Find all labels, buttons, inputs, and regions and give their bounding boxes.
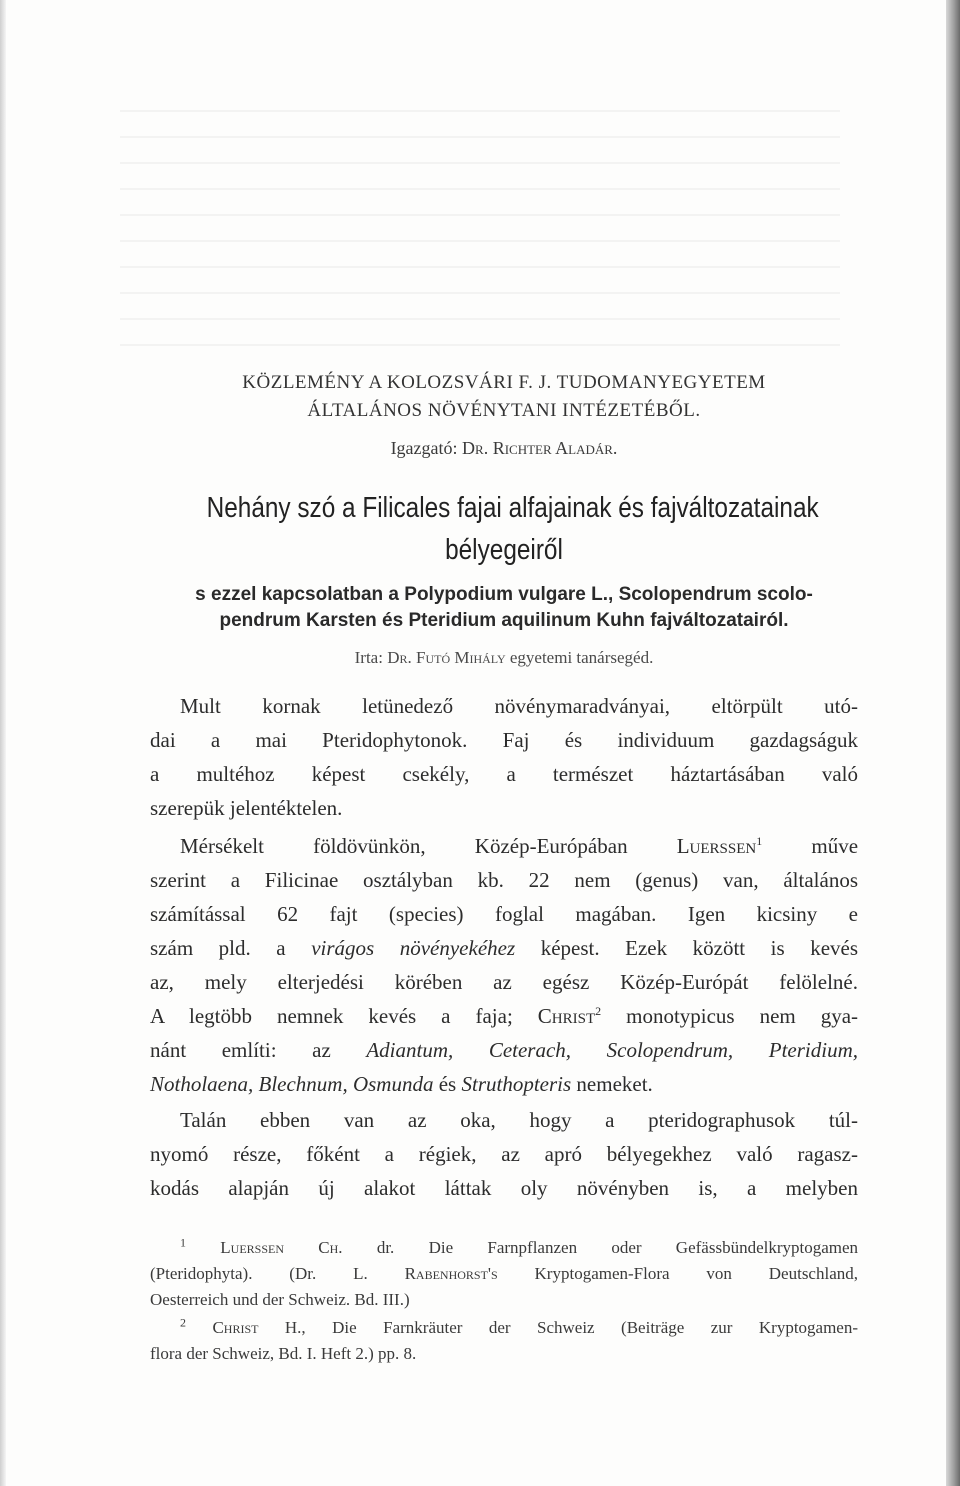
body-line: számítással 62 fajt (species) foglal magában. Igen kicsiny e	[150, 902, 858, 926]
text-run: és	[438, 1072, 457, 1096]
subtitle-line-1: s ezzel kapcsolatban a Polypodium vulgare L., Scolopendrum scolo-	[195, 584, 813, 605]
italic-text: virágos növényekéhez	[311, 936, 516, 960]
text-run: műve	[811, 834, 859, 858]
text-run: nánt említi: az	[150, 1038, 331, 1062]
cited-author: Luerssen Ch.	[220, 1238, 343, 1257]
text-run: nemeket.	[576, 1072, 653, 1096]
author-prefix: Irta:	[354, 648, 383, 667]
text-run: szám pld. a	[150, 936, 286, 960]
italic-genera: Struthopteris	[461, 1072, 572, 1096]
footnote-marker: 1	[180, 1235, 186, 1250]
cited-author: Rabenhorst's	[404, 1264, 498, 1283]
author-line	[150, 648, 858, 668]
bleed-through-shadow	[120, 110, 840, 370]
institution-line-2: ÁLTALÁNOS NÖVÉNYTANI INTÉZETÉBŐL.	[307, 400, 701, 421]
cited-author: Christ	[537, 1004, 596, 1028]
cited-author: Luerssen	[676, 834, 757, 858]
text-run: A legtöbb nemnek kevés a faja;	[150, 1004, 513, 1028]
footnote-2-line: flora der Schweiz, Bd. I. Heft 2.) pp. 8.	[150, 1344, 417, 1363]
footnote-1-line: Oesterreich und der Schweiz. Bd. III.)	[150, 1290, 410, 1309]
body-line: szerint a Filicinae osztályban kb. 22 nem (genus) van, általános	[150, 868, 858, 892]
page-right-edge	[946, 0, 960, 1486]
footnote-1-line	[180, 1235, 859, 1258]
author-role: egyetemi tanársegéd.	[509, 648, 654, 667]
text-run: Kryptogamen-Flora von Deutschland,	[534, 1264, 858, 1283]
director-prefix: Igazgató:	[390, 438, 458, 458]
body-line: Talán ebben van az oka, hogy a pteridographusok túl-	[180, 1108, 858, 1132]
body-line	[150, 1006, 858, 1027]
text-run: Mérsékelt földövünkön, Közép-Európában	[180, 834, 628, 858]
body-line	[150, 1074, 858, 1095]
article-title-line-2: bélyegeiről	[445, 534, 563, 566]
body-line: dai a mai Pteridophytonok. Faj és individuum gazdagságuk	[150, 728, 858, 752]
author-name: Dr. Futó Mihály	[387, 648, 506, 667]
text-run: monotypicus nem gya-	[626, 1004, 859, 1028]
text-run: (Pteridophyta). (Dr. L.	[150, 1264, 368, 1283]
director-name: Dr. Richter Aladár.	[462, 438, 618, 458]
body-line: az, mely elterjedési körében az egész Közép-Európát felölelné.	[150, 970, 858, 994]
body-line: szerepük jelentéktelen.	[150, 796, 343, 820]
footnote-2-line	[180, 1315, 859, 1338]
footnote-marker: 2	[595, 1004, 602, 1018]
footnote-marker: 2	[180, 1315, 186, 1330]
institution-line-1: KÖZLEMÉNY A KOLOZSVÁRI F. J. TUDOMANYEGYETEM	[242, 372, 766, 393]
body-line: Mult kornak letünedező növénymaradványai, eltörpült utó-	[180, 694, 858, 718]
page-left-edge	[0, 0, 6, 1486]
body-line: a multéhoz képest csekély, a természet háztartásában való	[150, 762, 858, 786]
body-line: kodás alapján új alakot láttak oly növényben is, a melyben	[150, 1176, 858, 1200]
text-run: képest. Ezek között is kevés	[540, 936, 859, 960]
body-line	[150, 938, 858, 959]
article-title-line-1: Nehány szó a Filicales fajai alfajainak és fajváltozatainak	[206, 492, 819, 524]
director-line	[150, 438, 858, 459]
italic-genera: Adiantum, Ceterach, Scolopendrum, Pteridium,	[366, 1038, 858, 1062]
body-line	[180, 836, 858, 857]
cited-author: Christ H.,	[212, 1318, 306, 1337]
italic-genera: Notholaena, Blechnum, Osmunda	[150, 1072, 434, 1096]
body-line: nyomó része, főként a régiek, az apró bélyegekhez való ragasz-	[150, 1142, 858, 1166]
body-line	[150, 1040, 858, 1061]
footnote-marker: 1	[756, 834, 763, 848]
footnote-1-line	[150, 1264, 858, 1284]
text-run: Die Farnkräuter der Schweiz (Beiträge zur Kryptogamen-	[332, 1318, 859, 1337]
subtitle-line-2: pendrum Karsten és Pteridium aquilinum Kuhn fajváltozatairól.	[219, 610, 789, 631]
text-run: dr. Die Farnpflanzen oder Gefässbündelkryptogamen	[376, 1238, 859, 1257]
